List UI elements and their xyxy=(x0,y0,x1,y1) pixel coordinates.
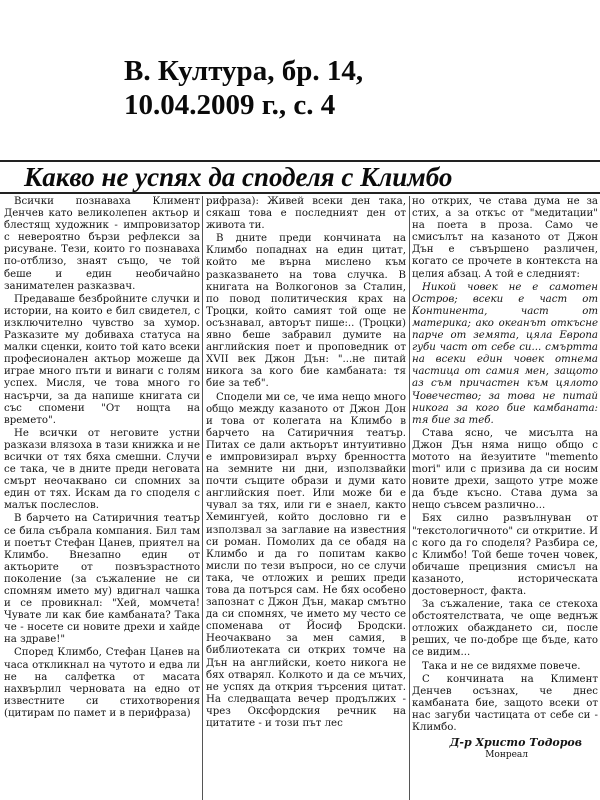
paragraph: Предаваше безбройните случки и истории, на които е бил свидетел, с изключително чувство за хумор. Разказите му добиваха статуса на малки сценки, които той като всеки професионален актьор можеше да играе много пъти и винаги с голям успех. Мисля, че това много го насърчи, за да напише книгата си със спомени "От нощта на времето". xyxy=(4,293,200,426)
paragraph: Не всички от неговите устни разкази влязоха в тази книжка и не всички от тях бяха смешни. Случи се така, че в дните преди неговата смърт неочаквано си спомних за един от тях. Искам да го споделя с малък послеслов. xyxy=(4,427,200,512)
paragraph: С кончината на Климент Денчев осъзнах, че днес камбаната бие, защото всеки от нас загуби частицата от себе си - Климбо. xyxy=(412,673,598,734)
author-location: Монреал xyxy=(485,750,528,761)
article-headline: Какво не успях да споделя с Климбо xyxy=(24,162,453,192)
publication-source xyxy=(124,54,484,122)
article-column-2 xyxy=(206,196,406,800)
article-body xyxy=(0,196,600,800)
paragraph: но открих, че става дума не за стих, а за откъс от "медитации" на поета в проза. Само че смисълът на казаното от Джон Дън е съвършено различен, когато се прочете в контекста на целия абзац. А той е следният: xyxy=(412,196,598,280)
source-line-2: 10.04.2009 г., с. 4 xyxy=(124,89,336,121)
paragraph: Става ясно, че мисълта на Джон Дън няма нищо общо с мотото на йезуитите "memento mori" или с призива да си носим новите дрехи, защото утре може да бъде късно. Става дума за нещо съвсем различно... xyxy=(412,427,598,512)
paragraph: За съжаление, така се стекоха обстоятелствата, че още веднъж отложих обаждането си, после реших, че по-добре ще бъде, като се видим... xyxy=(412,599,598,659)
article-column-1 xyxy=(4,196,200,800)
paragraph: Сподели ми се, че има нещо много общо между казаното от Джон Дон и това от колегата на Климбо в барчето на Сатиричния театър. Питах се дали актьорът интуитивно е импровизирал върху бренността на земните ни дни, използвайки почти същите образи и думи като английския поет. Или може би е чувал за тях, или ги е знаел, както Хемингуей, който дословно ги е използвал за заглавие на известния си роман. Помолих да се обадя на Климбо и да го попитам какво мисли по тези въпроси, но се случи така, че отложих и реших преди това да потърся сам. Не бях особено запознат с Джон Дън, макар смътно да си спомнях, че името му често се споменава от Йосиф Бродски. Неочаквано за мен самия, в библиотеката си открих томче на Дън на английски, което никога не бях отварял. Колкото и да се мъчих, не успях да открия търсения цитат. На следващата вечер продължих - чрез Оксфордския речник на цитатите - и този път лес xyxy=(206,391,406,730)
paragraph: Всички познаваха Климент Денчев като великолепен актьор и блестящ художник - импровизатор с невероятно бързи рефлекси за рисуване. Тези, които го познаваха по-отблизо, знаят също, че той беше и един необичайно занимателен разказвач. xyxy=(4,196,200,292)
author-signature: Д-р Христо Тодоров xyxy=(449,736,582,750)
source-line-1: В. Култура, бр. 14, xyxy=(124,55,364,87)
paragraph: Според Климбо, Стефан Цанев на часа откликнал на чутото и едва ли не на салфетка от масата нахвърлил черновата на едно от известните си стихотворения (цитирам по памет и в перифраза) xyxy=(4,647,200,719)
paragraph: Така и не се видяхме повече. xyxy=(422,660,581,672)
paragraph: В дните преди кончината на Климбо попаднах на един цитат, който ме върна мислено към разказването на това случка. В книгата на Волкогонов за Сталин, по повод политическия крах на Троцки, който самият той още не осъзнавал, авторът пише:.. (Троцки) явно беше забравил думите на английския поет и проповедник от XVII век Джон Дън: "...не питай никога за кого бие камбаната: тя бие за теб". xyxy=(206,233,406,390)
paragraph: Бях силно развълнуван от "текстологичното" си откритие. И с кого да го споделя? Разбира се, с Климбо! Той беше точен човек, обичаше прецизния смисъл на казаното, историческата достоверност, факта. xyxy=(412,513,598,597)
paragraph: В барчето на Сатиричния театър се била събрала компания. Бил там и поетът Стефан Цанев, приятел на Климбо. Внезапно един от актьорите от позвъзрастното поколение (за съжаление не си спомням името му) вдигнал чашка и се провикнал: "Хей, момчета! Чувате ли как бие камбаната? Така че - носете си новите дрехи и хайде на здраве!" xyxy=(4,513,200,646)
quotation: Никой човек не е самотен Остров; всеки е част от Континента, част от материка; ако океанът откъсне парче от земята, цяла Европа губи част от себе си... смъртта на всеки един човек отнема частица от самия мен, защото аз съм причастен към цялото Човечество; за това не питай никога за кого бие камбаната: тя бие за теб. xyxy=(412,281,598,426)
article-column-3 xyxy=(412,196,598,800)
paragraph: рифраза): Живей всеки ден така, сякаш това е последният ден от живота ти. xyxy=(206,196,406,232)
